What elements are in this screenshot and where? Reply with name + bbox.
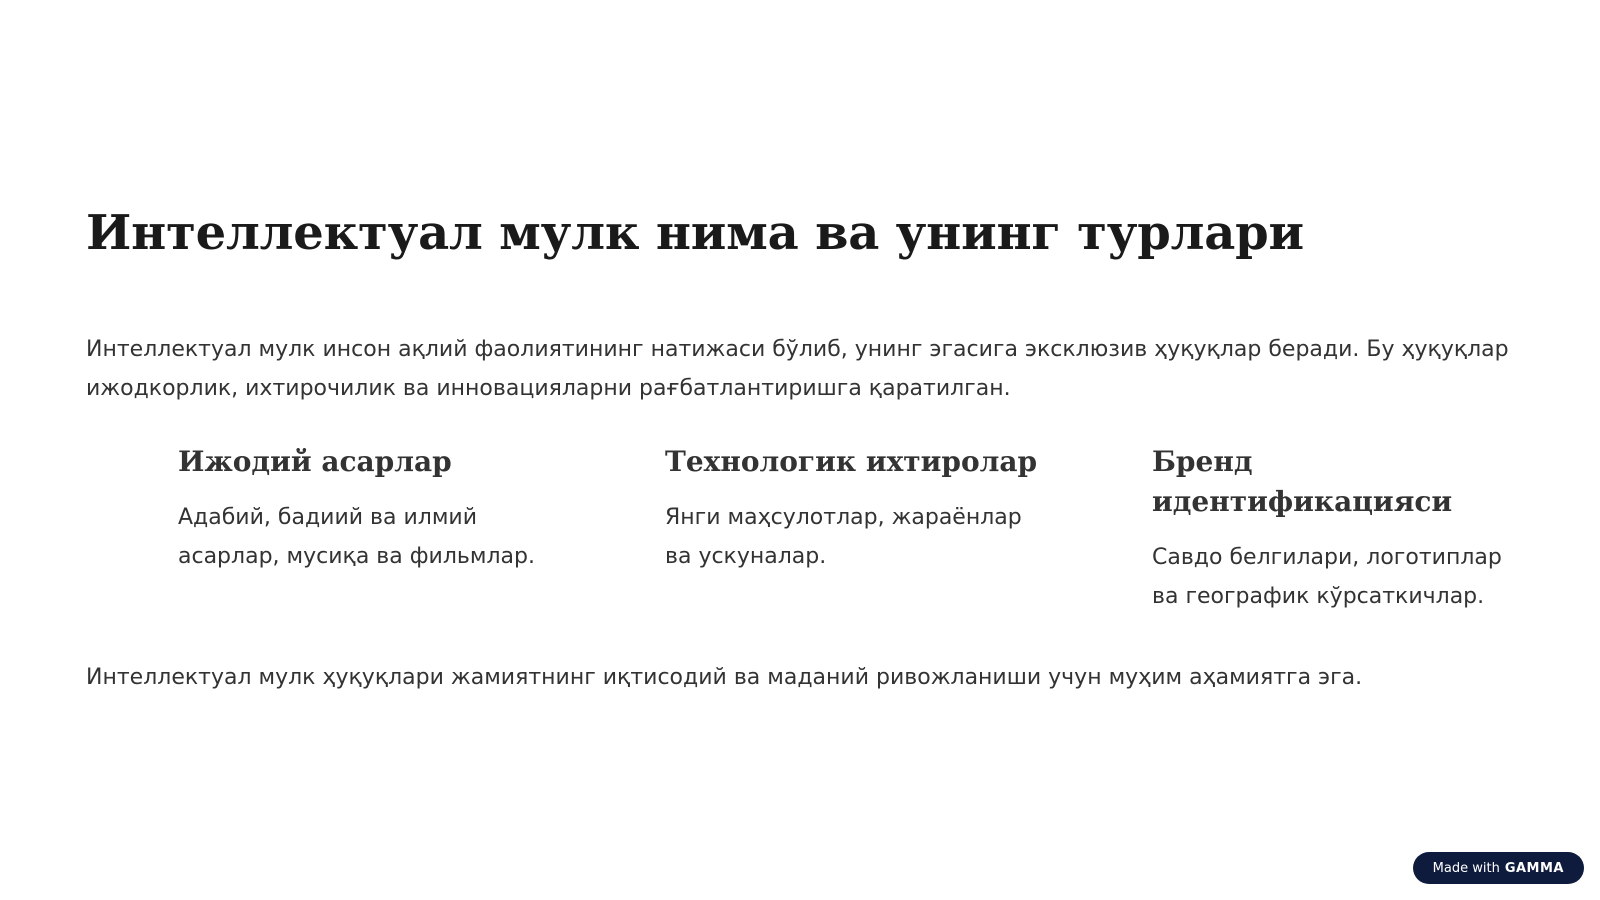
slide-title: Интеллектуал мулк нима ва унинг турлари bbox=[86, 205, 1304, 261]
badge-prefix: Made with bbox=[1432, 860, 1500, 876]
column-text: Адабий, бадиий ва илмий асарлар, мусиқа ва фильмлар. bbox=[178, 505, 535, 569]
column-heading: Технологик ихтиролар bbox=[665, 445, 1038, 478]
gamma-logo: GAMMA bbox=[1504, 860, 1564, 876]
outro-paragraph: Интеллектуал мулк ҳуқуқлари жамиятнинг иқтисодий ва маданий ривожланиши учун муҳим аҳамиятга эга. bbox=[86, 665, 1363, 690]
column-heading: Бренд идентификацияси bbox=[1152, 445, 1453, 518]
intro-paragraph: Интеллектуал мулк инсон ақлий фаолиятининг натижаси бўлиб, унинг эгасига эксклюзив ҳуқуқлар беради. Бу ҳуқуқлар ижодкорлик, ихтирочилик ва инновацияларни рағбатлантиришга қаратилган. bbox=[86, 337, 1509, 401]
column-heading: Ижодий асарлар bbox=[178, 445, 452, 478]
column-text: Савдо белгилари, логотиплар ва географик кўрсаткичлар. bbox=[1152, 545, 1502, 609]
column-tech-inventions bbox=[665, 442, 1085, 576]
made-with-gamma-badge[interactable] bbox=[1413, 852, 1584, 884]
column-text: Янги маҳсулотлар, жараёнлар ва ускуналар. bbox=[665, 505, 1022, 569]
column-creative-works bbox=[178, 442, 598, 576]
column-brand-identity bbox=[1152, 442, 1532, 616]
